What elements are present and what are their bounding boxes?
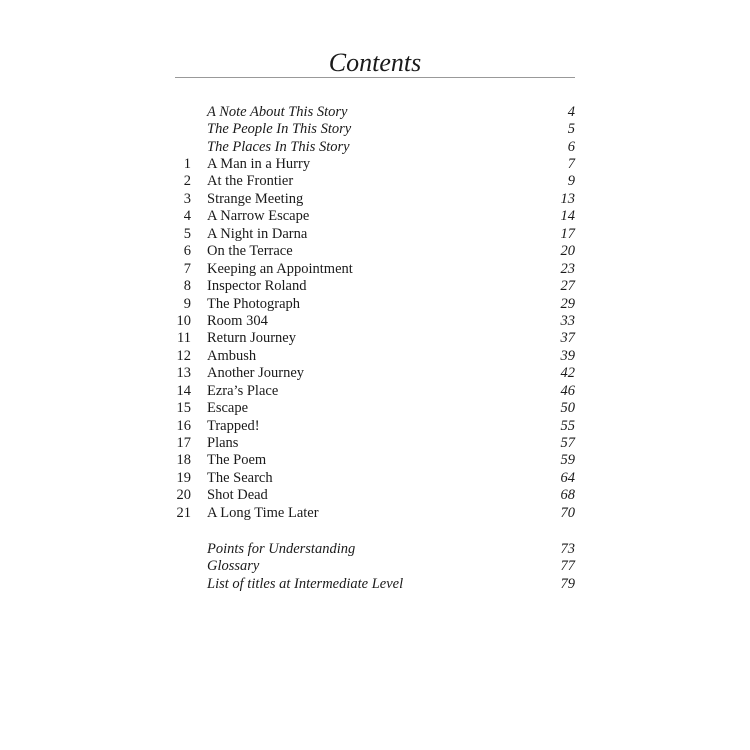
- chapter-entry: [160, 191, 575, 208]
- chapter-title: The Photograph: [207, 295, 301, 312]
- toc-entry: [160, 558, 575, 575]
- chapter-entry: [160, 330, 575, 347]
- chapter-entry: [160, 313, 575, 330]
- chapter-number: 21: [176, 504, 191, 521]
- chapter-entry: [160, 173, 575, 190]
- entry-title: List of titles at Intermediate Level: [207, 575, 404, 592]
- chapter-page-number: 27: [560, 278, 575, 295]
- chapter-page-number: 42: [560, 365, 575, 382]
- chapter-number: 13: [176, 365, 191, 382]
- chapter-page-number: 46: [560, 382, 575, 399]
- chapter-number: 15: [176, 400, 191, 417]
- entry-page-number: 5: [567, 121, 575, 138]
- toc-entry: [160, 104, 575, 121]
- chapter-page-number: 57: [560, 435, 575, 451]
- chapter-number: 18: [176, 452, 191, 469]
- chapter-number: 14: [176, 382, 191, 399]
- chapter-entry: [160, 383, 575, 400]
- title-divider: [175, 77, 575, 78]
- chapter-number: 3: [183, 190, 191, 207]
- chapter-page-number: 37: [560, 330, 575, 347]
- entry-title: The Places In This Story: [207, 138, 350, 155]
- front-matter-list: [160, 104, 575, 156]
- chapter-number: 2: [183, 173, 191, 190]
- entry-title: Glossary: [207, 558, 260, 575]
- chapter-title: Escape: [207, 400, 249, 417]
- chapter-number: 9: [183, 295, 191, 312]
- chapter-page-number: 33: [560, 312, 575, 329]
- chapter-page-number: 70: [560, 504, 575, 521]
- entry-page-number: 6: [567, 138, 575, 155]
- chapter-page-number: 20: [560, 243, 575, 260]
- entry-title: Points for Understanding: [207, 541, 356, 557]
- chapter-entry: [160, 365, 575, 382]
- chapter-title: The Search: [207, 469, 273, 486]
- chapter-page-number: 50: [560, 400, 575, 417]
- chapter-number: 7: [183, 260, 191, 277]
- chapter-title: Ezra’s Place: [207, 382, 279, 399]
- chapter-title: Strange Meeting: [207, 190, 304, 207]
- entry-page-number: 4: [567, 104, 575, 120]
- chapter-entry: [160, 487, 575, 504]
- chapter-page-number: 13: [560, 190, 575, 207]
- chapter-entry: [160, 470, 575, 487]
- chapter-title: Room 304: [207, 312, 268, 329]
- entry-title: A Note About This Story: [207, 104, 348, 120]
- chapter-entry: [160, 348, 575, 365]
- chapter-number: 12: [176, 347, 191, 364]
- chapter-number: 20: [176, 487, 191, 504]
- chapter-title: A Narrow Escape: [207, 208, 310, 225]
- chapter-title: Inspector Roland: [207, 278, 307, 295]
- chapter-entry: [160, 452, 575, 469]
- chapter-title: On the Terrace: [207, 243, 293, 260]
- page-title: Contents: [328, 48, 422, 77]
- chapter-entry: [160, 226, 575, 243]
- chapter-entry: [160, 400, 575, 417]
- entry-page-number: 79: [560, 575, 575, 592]
- chapter-number: 10: [176, 312, 191, 329]
- chapter-page-number: 9: [567, 173, 575, 190]
- chapter-entry: [160, 261, 575, 278]
- chapter-title: Trapped!: [207, 417, 260, 434]
- chapter-title: A Man in a Hurry: [207, 156, 311, 172]
- chapter-number: 1: [183, 156, 191, 172]
- chapter-title: Another Journey: [207, 365, 305, 382]
- chapter-number: 8: [183, 278, 191, 295]
- entry-title: The People In This Story: [207, 121, 352, 138]
- entry-page-number: 73: [560, 541, 575, 557]
- chapter-list: [160, 156, 575, 522]
- chapter-page-number: 59: [560, 452, 575, 469]
- chapter-title: Shot Dead: [207, 487, 268, 504]
- chapter-entry: [160, 435, 575, 452]
- back-matter-list: [160, 541, 575, 593]
- chapter-title: At the Frontier: [207, 173, 294, 190]
- chapter-entry: [160, 505, 575, 522]
- toc-entry: [160, 576, 575, 593]
- chapter-title: A Night in Darna: [207, 225, 308, 242]
- chapter-title: Plans: [207, 435, 239, 451]
- chapter-entry: [160, 278, 575, 295]
- chapter-page-number: 29: [560, 295, 575, 312]
- toc-entry: [160, 541, 575, 558]
- chapter-number: 17: [176, 435, 191, 451]
- chapter-number: 11: [177, 330, 191, 347]
- chapter-title: Keeping an Appointment: [207, 260, 353, 277]
- chapter-title: Ambush: [207, 347, 257, 364]
- chapter-page-number: 64: [560, 469, 575, 486]
- chapter-number: 4: [183, 208, 191, 225]
- chapter-page-number: 17: [560, 225, 575, 242]
- chapter-page-number: 14: [560, 208, 575, 225]
- toc-entry: [160, 139, 575, 156]
- chapter-title: Return Journey: [207, 330, 296, 347]
- chapter-number: 6: [183, 243, 191, 260]
- chapter-title: A Long Time Later: [207, 504, 319, 521]
- chapter-entry: [160, 156, 575, 173]
- chapter-page-number: 55: [560, 417, 575, 434]
- chapter-page-number: 68: [560, 487, 575, 504]
- chapter-number: 5: [183, 225, 191, 242]
- chapter-entry: [160, 296, 575, 313]
- entry-page-number: 77: [560, 558, 575, 575]
- chapter-number: 19: [176, 469, 191, 486]
- chapter-entry: [160, 243, 575, 260]
- chapter-page-number: 23: [560, 260, 575, 277]
- chapter-title: The Poem: [207, 452, 267, 469]
- chapter-page-number: 7: [567, 156, 575, 172]
- chapter-number: 16: [176, 417, 191, 434]
- toc-entry: [160, 121, 575, 138]
- chapter-page-number: 39: [560, 347, 575, 364]
- chapter-entry: [160, 418, 575, 435]
- chapter-entry: [160, 208, 575, 225]
